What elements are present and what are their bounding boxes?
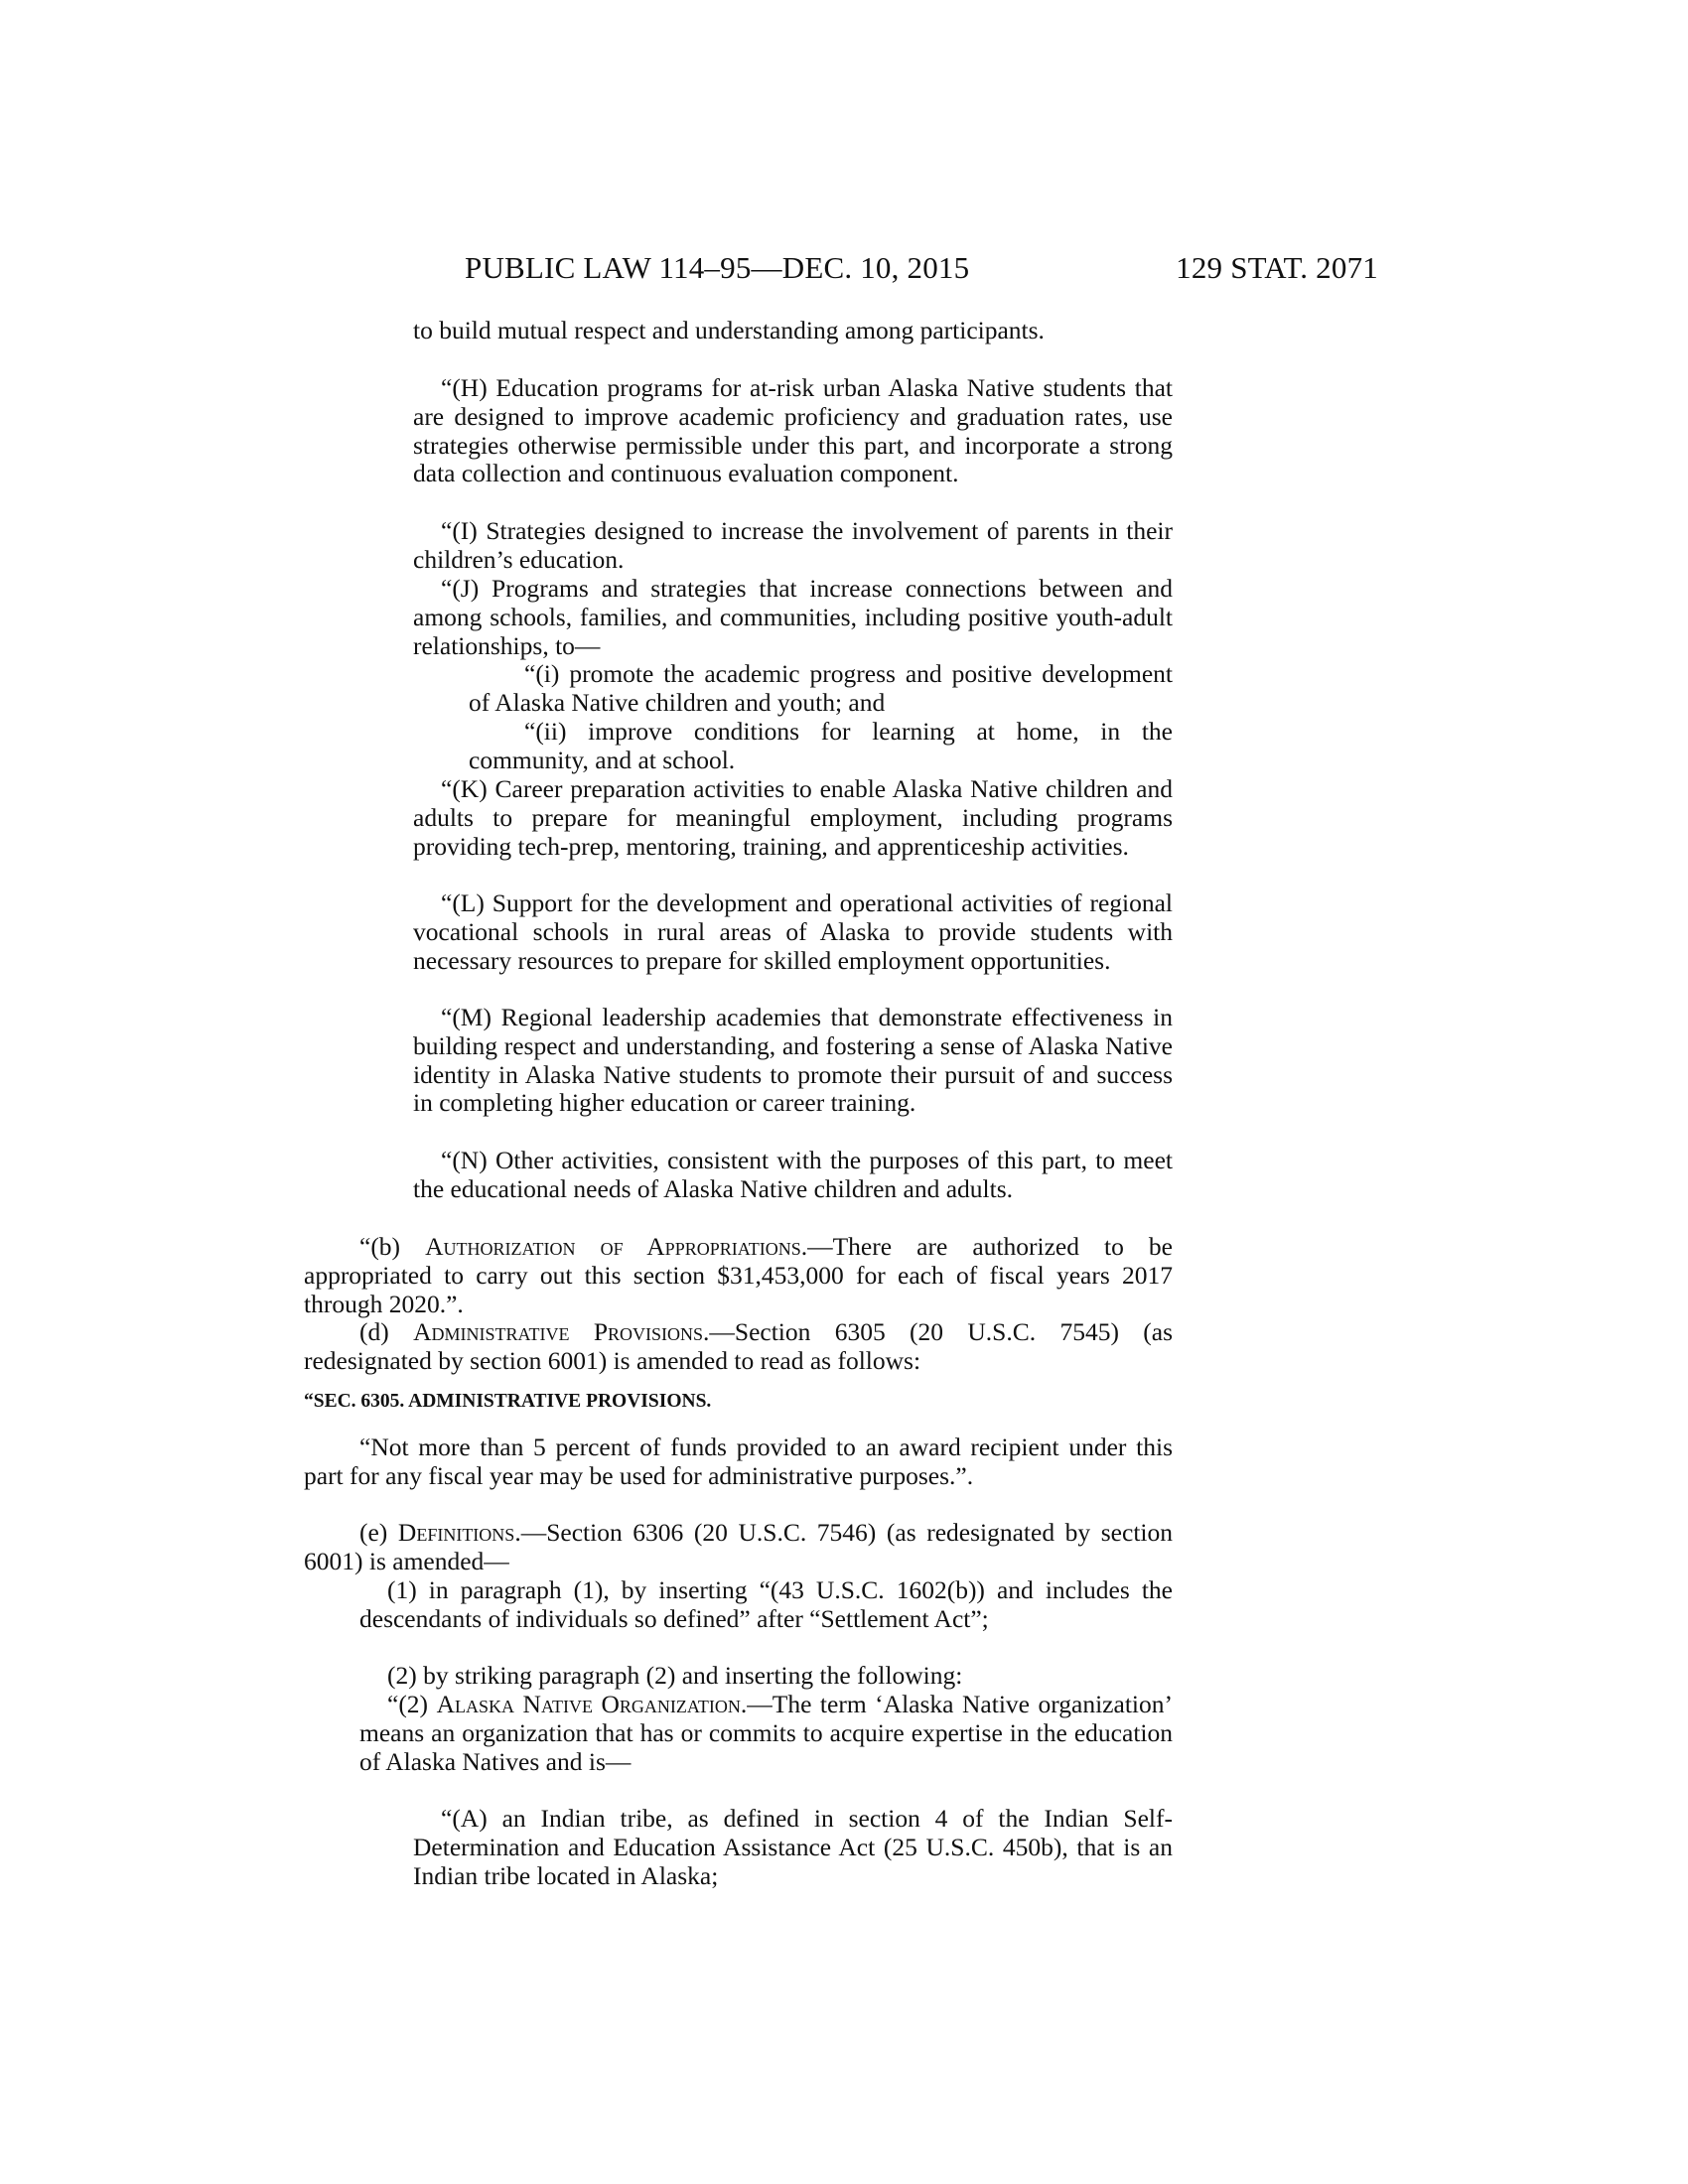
paragraph-e-2: (2) by striking paragraph (2) and inserting the following:	[387, 1661, 963, 1690]
page-header	[465, 248, 1378, 288]
caption-authorization: Authorization of Appropriations	[425, 1232, 801, 1261]
paragraph-j: “(J) Programs and strategies that increase connections between and among schools, families, and communities, including positive youth-adult relationships, to—	[413, 574, 1173, 660]
paragraph-not-more-than: “Not more than 5 percent of funds provided to an award recipient under this part for any fiscal year may be used for administrative purposes.”.	[304, 1433, 1173, 1490]
section-heading: “SEC. 6305. ADMINISTRATIVE PROVISIONS.	[304, 1391, 712, 1412]
paragraph-n: “(N) Other activities, consistent with the purposes of this part, to meet the educational needs of Alaska Native children and adults.	[413, 1146, 1173, 1203]
paragraph-a-indian-tribe: “(A) an Indian tribe, as defined in section 4 of the Indian Self-Determination and Education Assistance Act (25 U.S.C. 450b), that is an Indian tribe located in Alaska;	[413, 1804, 1173, 1890]
paragraph-i: “(I) Strategies designed to increase the involvement of parents in their children’s education.	[413, 516, 1173, 574]
statute-page-number: 129 STAT. 2071	[1176, 250, 1378, 285]
paragraph-h: “(H) Education programs for at-risk urban Alaska Native students that are designed to improve academic proficiency and graduation rates, use strategies otherwise permissible under this part, and incorporate a strong data collection and continuous evaluation component.	[413, 373, 1173, 488]
paragraph-d-administrative: (d) Administrative Provisions.—Section 6305 (20 U.S.C. 7545) (as redesignated by section 6001) is amended to read as follows:	[304, 1317, 1173, 1375]
caption-administrative: Administrative Provisions	[413, 1317, 704, 1346]
paragraph-b-authorization: “(b) Authorization of Appropriations.—There are authorized to be appropriated to carry out this section $31,453,000 for each of fiscal years 2017 through 2020.”.	[304, 1232, 1173, 1318]
caption-alaska-native-organization: Alaska Native Organization	[436, 1690, 741, 1718]
public-law-title: PUBLIC LAW 114–95—DEC. 10, 2015	[465, 250, 970, 285]
caption-definitions: Definitions	[397, 1518, 515, 1547]
paragraph-m: “(M) Regional leadership academies that demonstrate effectiveness in building respect and understanding, and fostering a sense of Alaska Native identity in Alaska Native students to promote their pursuit of and success in completing higher education or career training.	[413, 1003, 1173, 1118]
paragraph-j-i: “(i) promote the academic progress and positive development of Alaska Native children and youth; and	[469, 659, 1173, 717]
paragraph-e-definitions: (e) Definitions.—Section 6306 (20 U.S.C. 7546) (as redesignated by section 6001) is amended—	[304, 1518, 1173, 1575]
paragraph-k: “(K) Career preparation activities to enable Alaska Native children and adults to prepare for meaningful employment, including programs providing tech-prep, mentoring, training, and apprenticeship activities.	[413, 774, 1173, 861]
paragraph-e-1: (1) in paragraph (1), by inserting “(43 U.S.C. 1602(b)) and includes the descendants of individuals so defined” after “Settlement Act”;	[359, 1575, 1173, 1633]
paragraph-l: “(L) Support for the development and operational activities of regional vocational schools in rural areas of Alaska to provide students with necessary resources to prepare for skilled employment opportunities.	[413, 888, 1173, 975]
paragraph-continuation: to build mutual respect and understanding among participants.	[413, 316, 1045, 344]
paragraph-2-alaska-native-organization: “(2) Alaska Native Organization.—The term ‘Alaska Native organization’ means an organization that has or commits to acquire expertise in the education of Alaska Natives and is—	[359, 1690, 1173, 1776]
paragraph-j-ii: “(ii) improve conditions for learning at home, in the community, and at school.	[469, 717, 1173, 774]
